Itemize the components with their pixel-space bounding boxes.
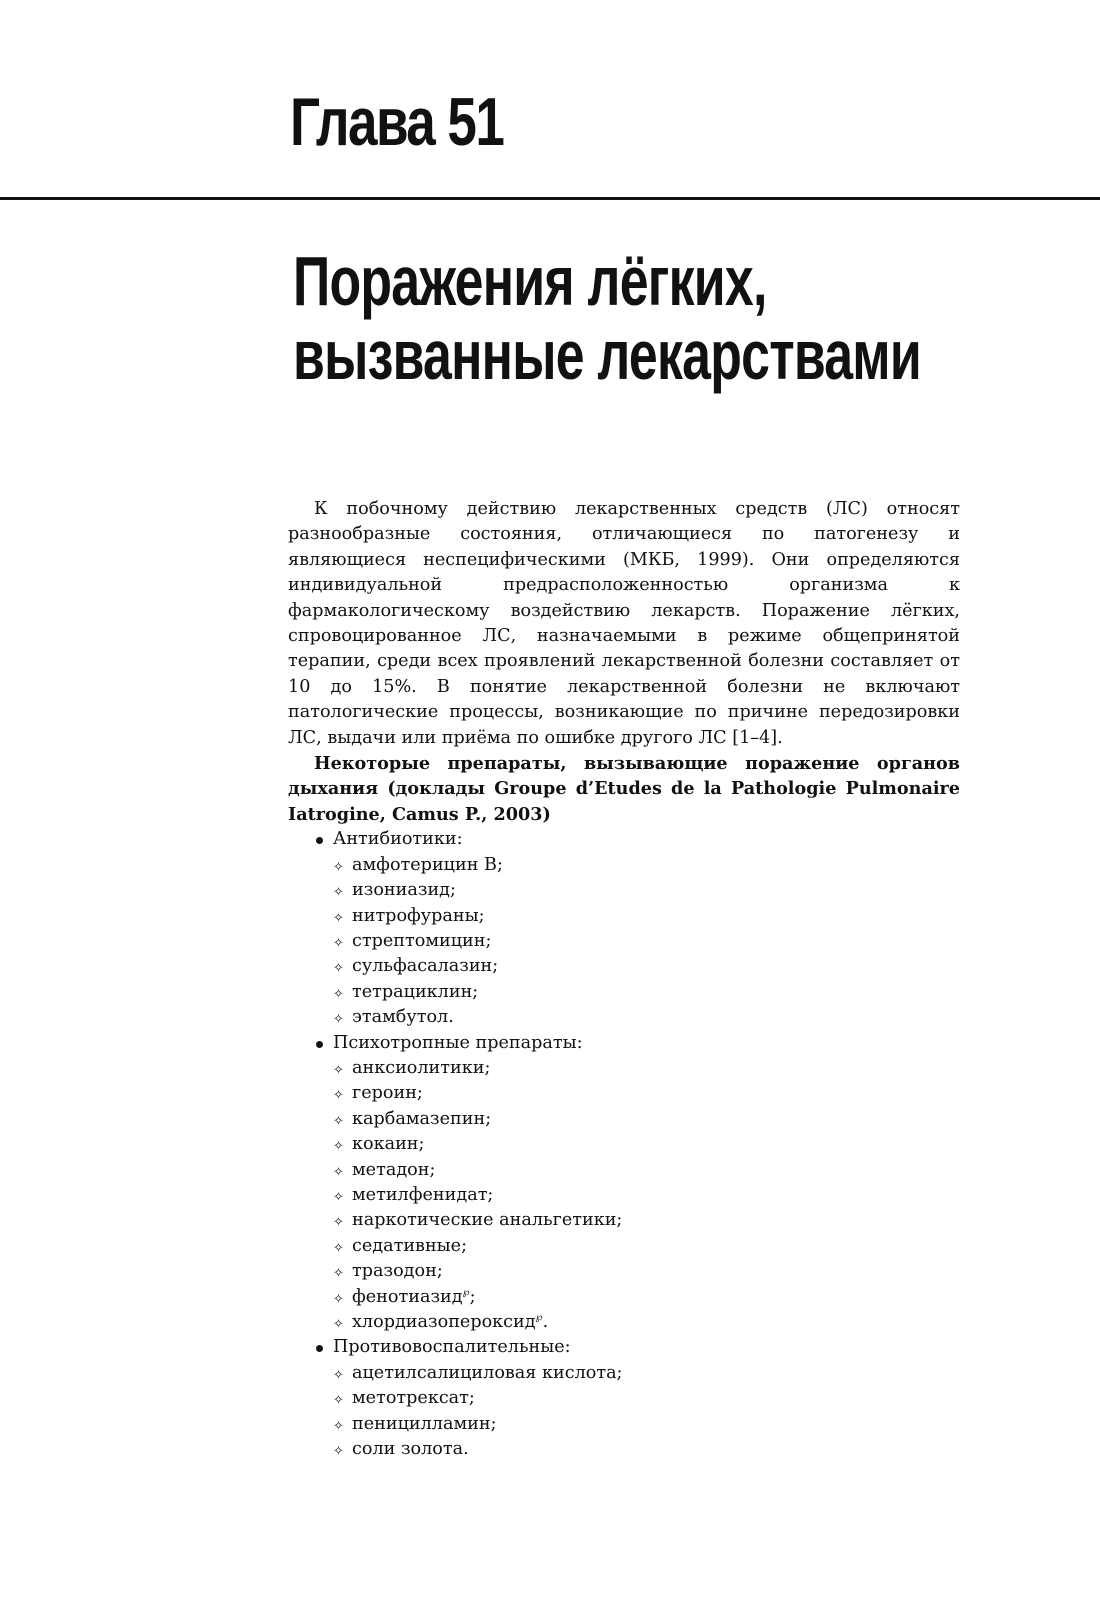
drug-name: метадон; [352, 1159, 436, 1180]
chapter-title-line-2: вызванные лекарствами [293, 316, 921, 395]
four-point-star-icon: ✧ [333, 1189, 344, 1205]
drug-name: стрептомицин; [352, 930, 492, 951]
four-point-star-icon: ✧ [333, 1317, 344, 1332]
four-point-star-icon: ✧ [333, 1291, 344, 1307]
chapter-label: Глава 51 [290, 84, 504, 160]
four-point-star-icon: ✧ [333, 1367, 344, 1383]
drug-name: метилфенидат; [352, 1184, 494, 1205]
drug-item [333, 1285, 960, 1310]
four-point-star-icon: ✧ [333, 1266, 344, 1282]
drug-item [333, 1386, 960, 1411]
four-point-star-icon: ✧ [333, 1012, 344, 1028]
drug-name: изониазид; [352, 880, 456, 901]
four-point-star-icon: ✧ [333, 1393, 344, 1409]
drug-name-suffix: . [542, 1312, 549, 1332]
drug-item-list [314, 853, 960, 1031]
drug-item [333, 980, 960, 1005]
drug-name: героин; [352, 1083, 423, 1104]
four-point-star-icon: ✧ [333, 935, 344, 951]
drug-name: тетрациклин; [352, 981, 479, 1002]
drug-name: пеницилламин; [352, 1413, 497, 1434]
drug-item [333, 904, 960, 929]
drug-item [333, 1056, 960, 1081]
drug-name: кокаин; [352, 1134, 425, 1155]
drug-category [314, 827, 960, 1030]
chapter-body [288, 497, 960, 1462]
four-point-star-icon: ✧ [333, 885, 344, 901]
drug-name: соли золота. [352, 1439, 469, 1460]
four-point-star-icon: ✧ [333, 1139, 344, 1155]
drug-name: карбамазепин; [352, 1108, 492, 1129]
drug-item [333, 1259, 960, 1284]
unregistered-drug-marker-icon: ℘ [462, 1286, 470, 1298]
four-point-star-icon: ✧ [333, 859, 344, 875]
drug-item [333, 1208, 960, 1233]
four-point-star-icon: ✧ [333, 961, 344, 977]
drug-item [333, 1412, 960, 1437]
drug-category [314, 1335, 960, 1462]
drug-name: фенотиазид [352, 1286, 463, 1307]
four-point-star-icon: ✧ [333, 1062, 344, 1078]
drug-name: нитрофураны; [352, 905, 485, 926]
drug-name: наркотические анальгетики; [352, 1210, 623, 1231]
intro-paragraph: К побочному действию лекарственных средств (ЛС) относят разнообразные состояния, отличающиеся по патогенезу и являющиеся неспецифическими (МКБ, 1999). Они определяются индивидуальной предрасположенностью организма к фармакологическому воздействию лекарств. Поражение лёгких, спровоцированное ЛС, назначаемыми в режиме общепринятой терапии, среди всех проявлений лекарственной болезни составляет от 10 до 15%. В понятие лекарственной болезни не включают патологические процессы, возникающие по причине передозировки ЛС, выдачи или приёма по ошибке другого ЛС [1–4]. [288, 499, 960, 748]
list-heading: Некоторые препараты, вызывающие поражение органов дыхания (доклады Groupe d’Etudes de la Pathologie Pulmonaire Iatrogine, Camus P., 2003) [288, 753, 960, 825]
drug-item [333, 1005, 960, 1030]
drug-item-list [314, 1361, 960, 1463]
drug-item [333, 878, 960, 903]
drug-name: этамбутол. [352, 1007, 454, 1028]
drug-name: седативные; [352, 1235, 468, 1256]
drug-category-name: Антибиотики: [314, 827, 960, 852]
drug-name: метотрексат; [352, 1388, 475, 1409]
drug-category-name: Противовоспалительные: [314, 1335, 960, 1360]
drug-item [333, 1132, 960, 1157]
four-point-star-icon: ✧ [333, 1215, 344, 1231]
drug-item-list [314, 1056, 960, 1335]
four-point-star-icon: ✧ [333, 1444, 344, 1460]
drug-category [314, 1031, 960, 1336]
drug-item [333, 1310, 960, 1335]
four-point-star-icon: ✧ [333, 1113, 344, 1129]
drug-item [333, 1234, 960, 1259]
drug-item [333, 853, 960, 878]
chapter-title [293, 242, 921, 395]
drug-item [333, 1081, 960, 1106]
drug-name: хлордиазопероксид [352, 1312, 536, 1332]
drug-name: анксиолитики; [352, 1057, 491, 1078]
drug-item [333, 1158, 960, 1183]
header-divider [0, 197, 1100, 200]
drug-name: тразодон; [352, 1261, 443, 1282]
drug-item [333, 1183, 960, 1208]
four-point-star-icon: ✧ [333, 1240, 344, 1256]
drug-item [333, 1107, 960, 1132]
drug-category-list [288, 827, 960, 1462]
drug-name: сульфасалазин; [352, 956, 499, 977]
unregistered-drug-marker-icon: ℘ [535, 1312, 543, 1324]
four-point-star-icon: ✧ [333, 910, 344, 926]
four-point-star-icon: ✧ [333, 1164, 344, 1180]
four-point-star-icon: ✧ [333, 1418, 344, 1434]
drug-item [333, 954, 960, 979]
four-point-star-icon: ✧ [333, 1088, 344, 1104]
drug-category-name: Психотропные препараты: [314, 1031, 960, 1056]
drug-name: амфотерицин В; [352, 854, 503, 875]
drug-name-suffix: ; [469, 1286, 476, 1307]
drug-name: ацетилсалициловая кислота; [352, 1362, 623, 1383]
four-point-star-icon: ✧ [333, 986, 344, 1002]
drug-item [333, 1437, 960, 1462]
chapter-title-line-1: Поражения лёгких, [293, 242, 767, 320]
drug-item [333, 929, 960, 954]
drug-item [333, 1361, 960, 1386]
